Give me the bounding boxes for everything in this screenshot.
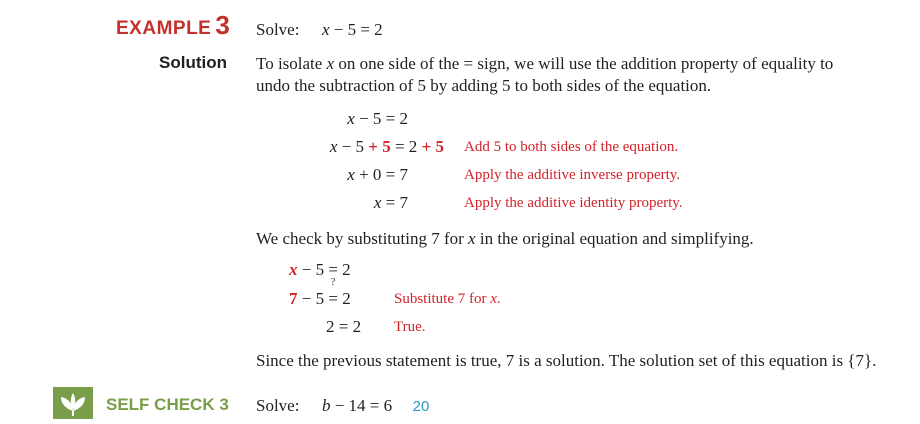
leaf-icon (53, 387, 93, 419)
step-2-note: Add 5 to both sides of the equation. (464, 139, 679, 155)
step-3-equation: x + 0 = 7 (347, 165, 408, 184)
check-3-equation: 2 = 2 (326, 317, 362, 336)
solution-intro-line-2: undo the subtraction of 5 by adding 5 to both sides of the equation. (256, 76, 712, 95)
self-check-answer: 20 (412, 398, 430, 415)
step-1-equation: x − 5 = 2 (347, 109, 408, 128)
check-2-equation: 7 − 5 ? = 2 (289, 277, 351, 308)
step-4-note: Apply the additive identity property. (464, 195, 683, 211)
self-check-problem: Solve: b − 14 = 6 20 (256, 396, 430, 415)
check-intro: We check by substituting 7 for x in the original equation and simplifying. (256, 229, 754, 248)
example-problem: Solve: x − 5 = 2 (256, 20, 383, 39)
conclusion: Since the previous statement is true, 7 is a solution. The solution set of this equation is {7}. (256, 351, 877, 370)
step-2-equation: x − 5 + 5 = 2 + 5 (329, 137, 444, 156)
self-check-label: SELF CHECK 3 (106, 395, 229, 414)
step-4-equation: x = 7 (373, 193, 408, 212)
solution-heading: Solution (159, 53, 227, 72)
example-word: EXAMPLE (116, 18, 212, 39)
example-number: 3 (215, 10, 230, 40)
check-3-note: True. (394, 319, 426, 335)
solution-intro-line-1: To isolate x on one side of the = sign, we will use the addition property of equality to (256, 54, 834, 73)
example-label (116, 10, 230, 41)
step-3-note: Apply the additive inverse property. (464, 167, 681, 183)
example-prompt: Solve: (256, 20, 300, 39)
check-2-note: Substitute 7 for x. (394, 291, 501, 307)
self-check-icon-box (53, 387, 93, 419)
check-1-equation: x − 5 = 2 (289, 260, 351, 279)
question-mark: ? (330, 277, 336, 288)
